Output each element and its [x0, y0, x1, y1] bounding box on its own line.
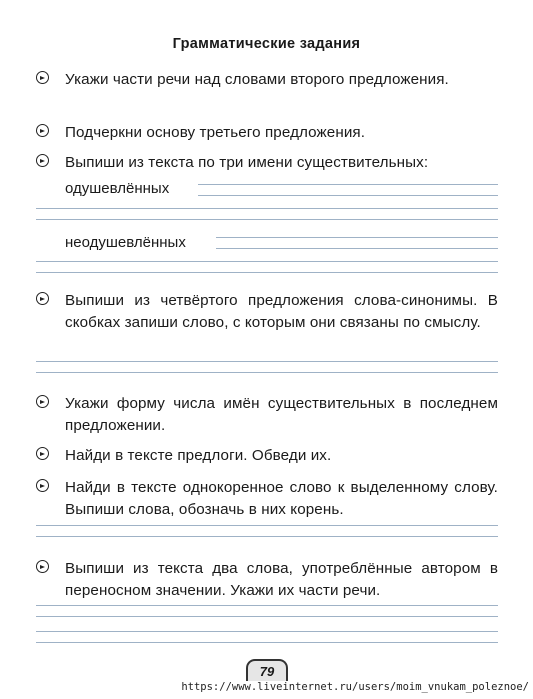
task-item — [36, 445, 498, 467]
arrow-circle-icon — [36, 124, 49, 137]
answer-line[interactable] — [36, 219, 498, 220]
task-text: Подчеркни основу третьего предложения. — [65, 124, 366, 141]
task-item — [36, 477, 498, 521]
task-item — [36, 152, 498, 174]
arrow-circle-icon — [36, 71, 49, 84]
answer-line[interactable] — [36, 616, 498, 617]
task-item — [36, 393, 498, 437]
answer-line[interactable] — [216, 248, 498, 249]
source-url[interactable]: https://www.liveinternet.ru/users/moim_vnukam_poleznoe/ — [181, 681, 529, 693]
task-text: Найди в тексте однокоренное слово к выделенному слову. Выпиши слова, обозначь в них корень. — [65, 479, 498, 518]
task-item — [36, 122, 498, 144]
task-text: Укажи форму числа имён существительных в последнем предложении. — [65, 395, 498, 434]
inanimate-label: неодушевлённых — [65, 234, 186, 251]
answer-line[interactable] — [198, 184, 498, 185]
task-item — [36, 558, 498, 602]
arrow-circle-icon — [36, 479, 49, 492]
animate-label: одушевлённых — [65, 180, 170, 197]
arrow-circle-icon — [36, 560, 49, 573]
answer-line[interactable] — [36, 525, 498, 526]
arrow-circle-icon — [36, 154, 49, 167]
answer-line[interactable] — [216, 237, 498, 238]
task-text: Выпиши из четвёртого предложения слова-синонимы. В скобках запиши слово, с которым они связаны по смыслу. — [65, 292, 498, 331]
page-number: 79 — [246, 659, 288, 683]
answer-line[interactable] — [36, 605, 498, 606]
answer-line[interactable] — [36, 631, 498, 632]
answer-line[interactable] — [36, 272, 498, 273]
page-title: Грамматические задания — [172, 36, 361, 52]
task-item — [36, 69, 498, 91]
arrow-circle-icon — [36, 292, 49, 305]
answer-line[interactable] — [36, 536, 498, 537]
task-text: Выпиши из текста два слова, употреблённые автором в переносном значении. Укажи их части речи. — [65, 560, 498, 599]
answer-line[interactable] — [36, 208, 498, 209]
task-text: Выпиши из текста по три имени существительных: — [65, 154, 429, 171]
task-item — [36, 290, 498, 334]
task-text: Найди в тексте предлоги. Обведи их. — [65, 447, 332, 464]
task-text: Укажи части речи над словами второго предложения. — [65, 71, 449, 88]
answer-line[interactable] — [198, 195, 498, 196]
answer-line[interactable] — [36, 261, 498, 262]
answer-line[interactable] — [36, 372, 498, 373]
answer-line[interactable] — [36, 642, 498, 643]
arrow-circle-icon — [36, 447, 49, 460]
arrow-circle-icon — [36, 395, 49, 408]
answer-line[interactable] — [36, 361, 498, 362]
